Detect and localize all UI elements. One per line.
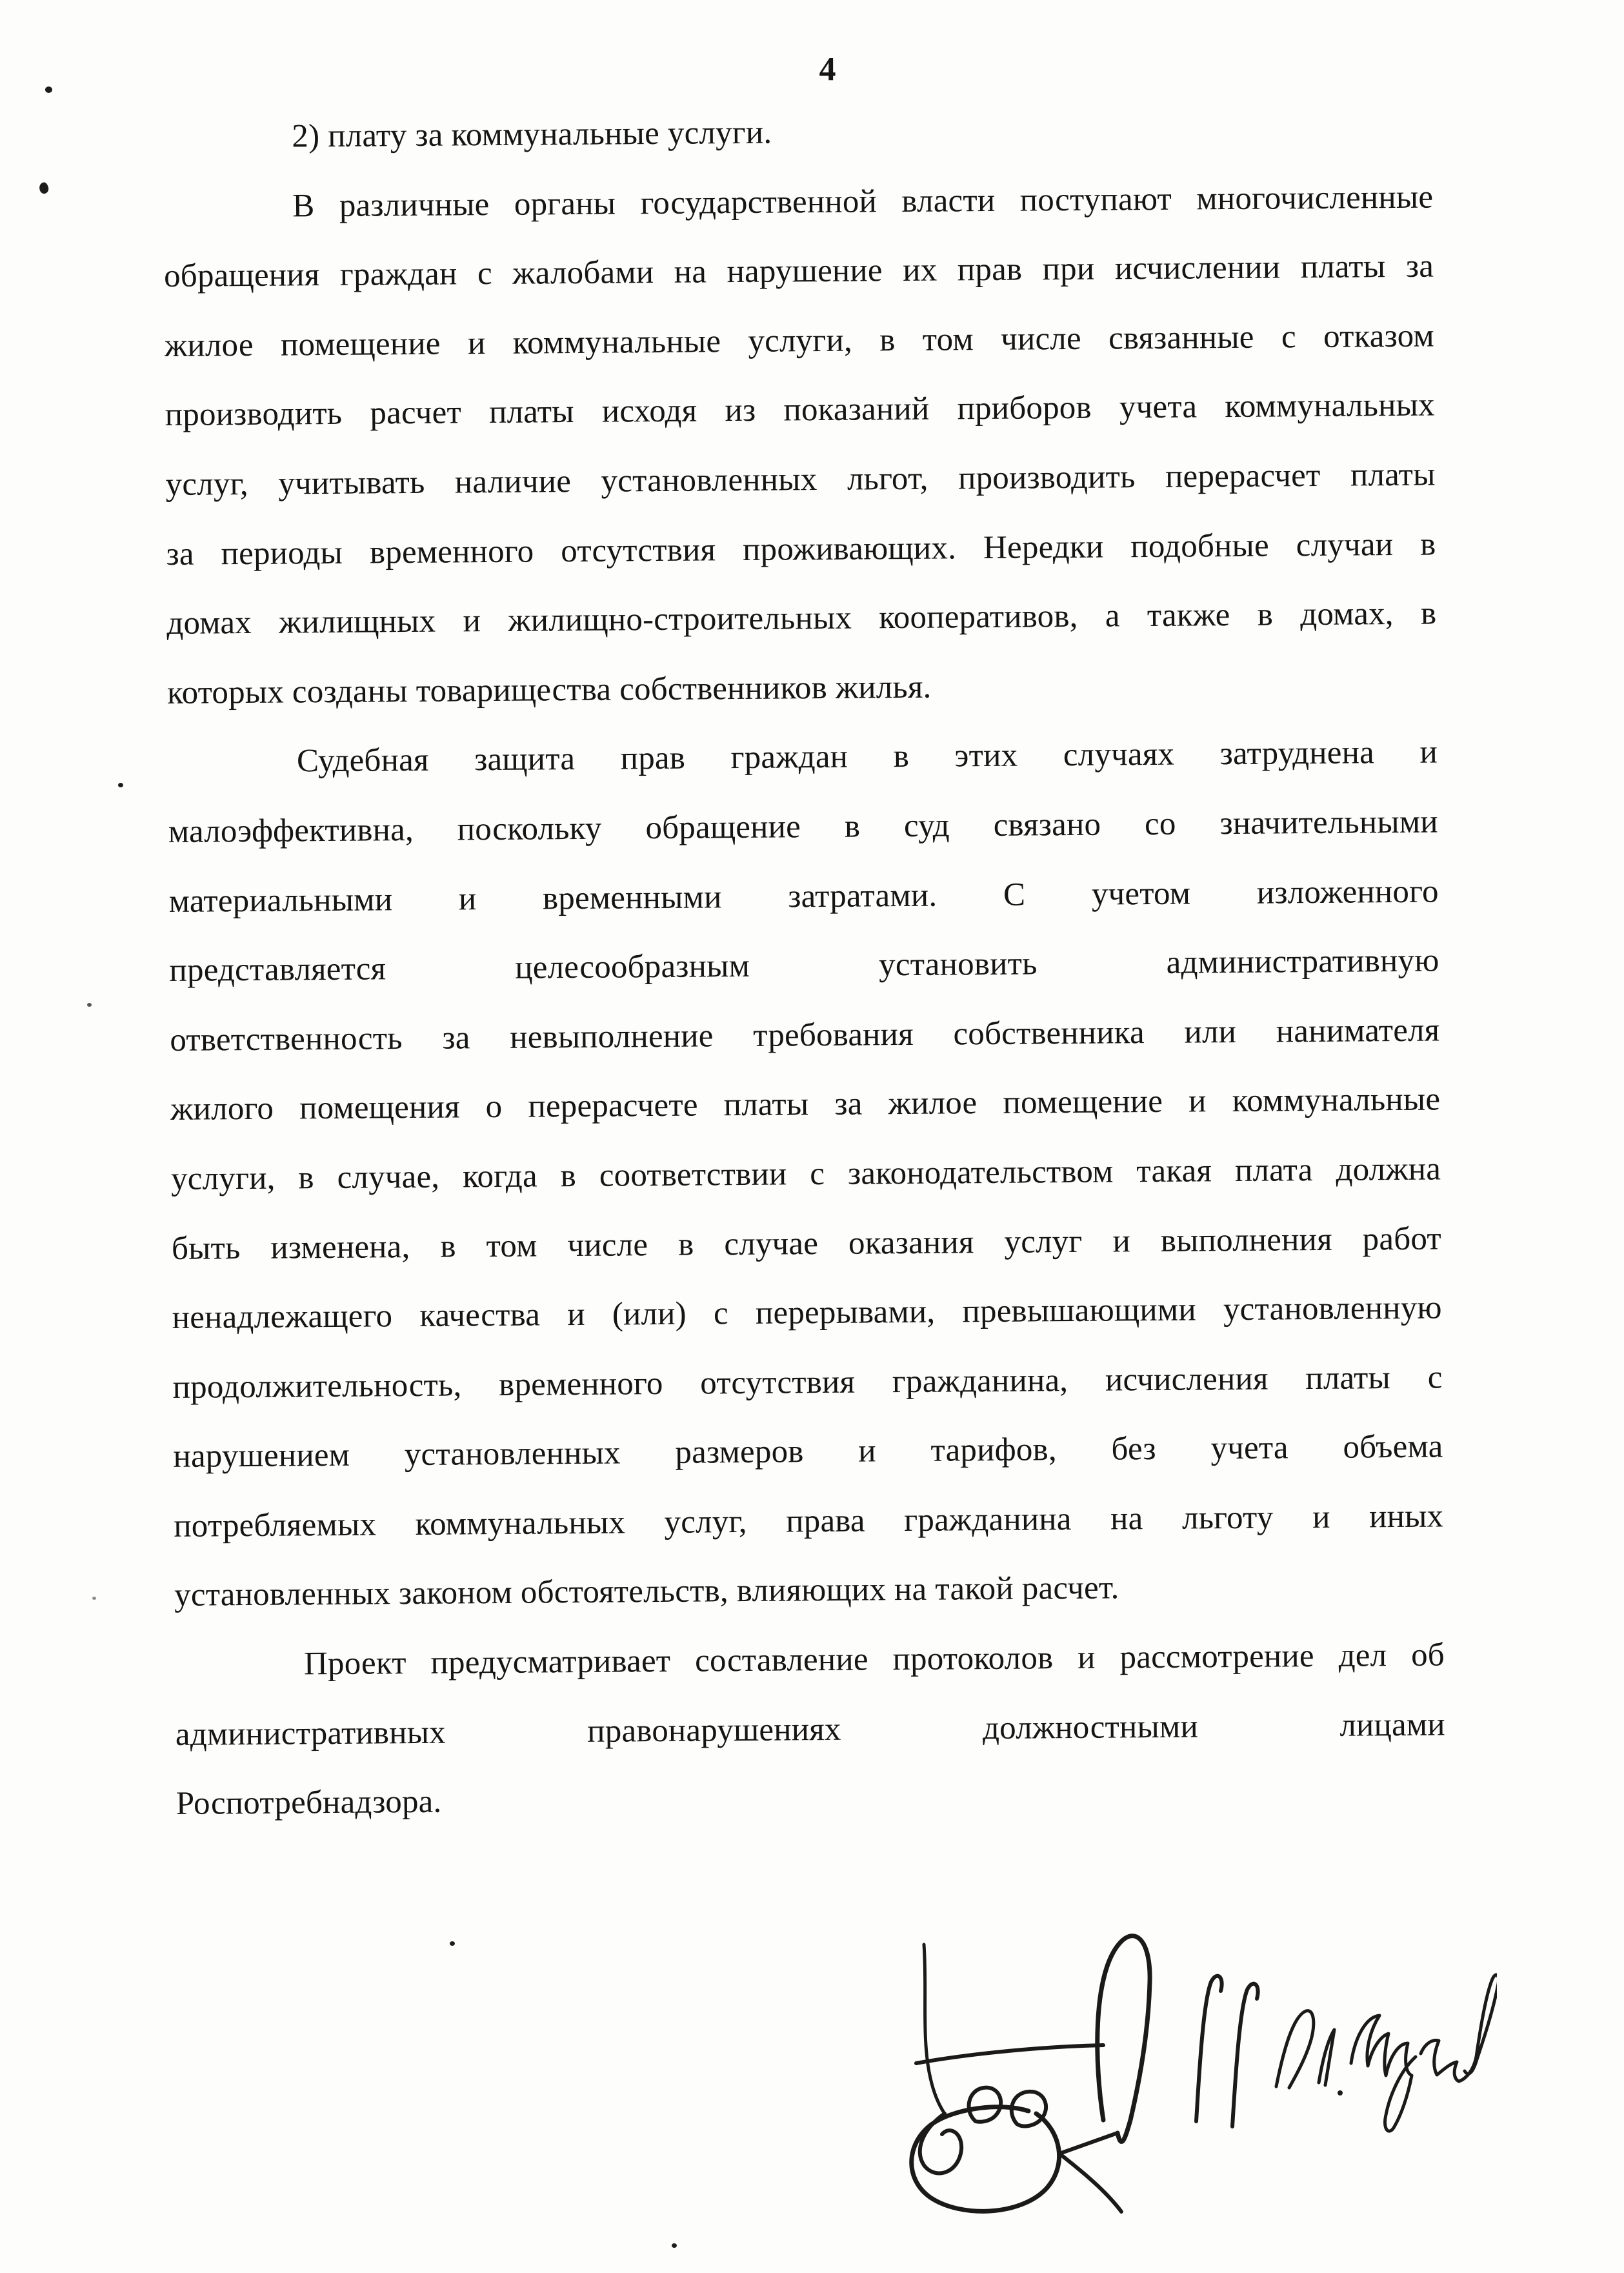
text-line: Проект предусматривает составление протоколов и рассмотрение дел об: [303, 1637, 1445, 1682]
text-line: В различные органы государственной власти поступают многочисленные: [292, 179, 1434, 225]
text-line: представляется целесообразным установить административную: [169, 942, 1439, 989]
text-line: которых созданы товарищества собственников жилья.: [166, 669, 932, 711]
signature-svg: [890, 1920, 1497, 2214]
scan-speck: [118, 783, 123, 787]
text-line: ответственность за невыполнение требования собственника или нанимателя: [170, 1012, 1440, 1058]
text-line: жилое помещение и коммунальные услуги, в том числе связанные с отказом: [164, 318, 1435, 364]
text-line: 2) плату за коммунальные услуги.: [292, 114, 772, 155]
text-line: Судебная защита прав граждан в этих случаях затруднена и: [296, 734, 1438, 780]
text-line: обращения граждан с жалобами на нарушение их прав при исчислении платы за: [163, 248, 1434, 295]
scan-speck: [37, 181, 50, 195]
text-line: жилого помещения о перерасчете платы за жилое помещение и коммунальные: [170, 1081, 1441, 1128]
text-line: установленных законом обстоятельств, влияющих на такой расчет.: [174, 1570, 1119, 1614]
scan-speck: [450, 1941, 455, 1946]
scan-speck: [672, 2243, 677, 2248]
text-line: ненадлежащего качества и (или) с перерывами, превышающими установленную: [172, 1289, 1442, 1337]
text-line: услуги, в случае, когда в соответствии с законодательством такая плата должна: [170, 1151, 1441, 1197]
text-line: Роспотребнадзора.: [175, 1783, 442, 1823]
text-line: производить расчет платы исходя из показаний приборов учета коммунальных: [165, 387, 1435, 434]
text-line: домах жилищных и жилищно-строительных кооперативов, а также в домах, в: [166, 595, 1437, 642]
page-number: 4: [819, 51, 837, 88]
text-line: быть изменена, в том числе в случае оказания услуг и выполнения работ: [171, 1220, 1442, 1267]
scan-speck: [92, 1597, 96, 1600]
text-line: административных правонарушениях должностными лицами: [175, 1706, 1446, 1753]
text-line: материальными и временными затратами. С учетом изложенного: [168, 873, 1439, 920]
handwritten-signature: [890, 1920, 1497, 2214]
text-line: потребляемых коммунальных услуг, права гражданина на льготу и иных: [174, 1498, 1444, 1544]
scan-speck: [87, 1003, 92, 1007]
scan-speck: [45, 86, 52, 93]
document-body: [163, 94, 1446, 1839]
text-line: малоэффективна, поскольку обращение в суд связано со значительными: [168, 803, 1439, 850]
text-line: нарушением установленных размеров и тарифов, без учета объема: [173, 1428, 1443, 1475]
text-line: за периоды временного отсутствия проживающих. Нередки подобные случаи в: [166, 526, 1436, 572]
text-line: продолжительность, временного отсутствия гражданина, исчисления платы с: [172, 1359, 1443, 1406]
text-line: услуг, учитывать наличие установленных льгот, производить перерасчет платы: [165, 456, 1436, 503]
